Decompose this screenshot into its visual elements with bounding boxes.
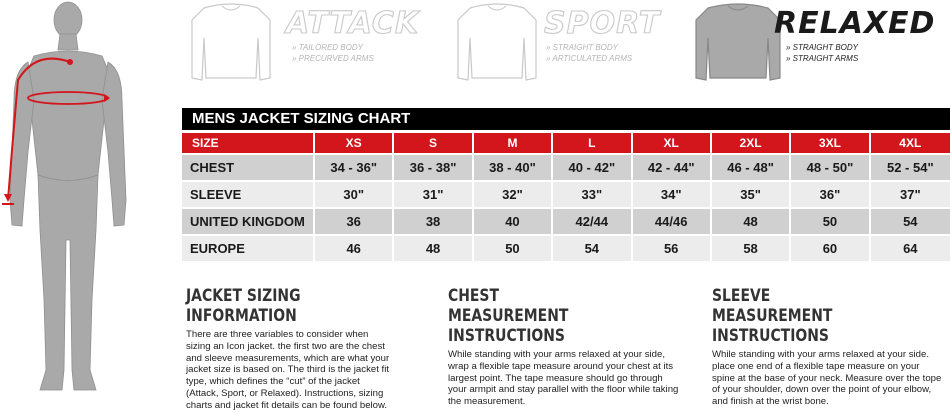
sizing-table xyxy=(182,133,950,261)
table-cell: 54 xyxy=(871,207,950,234)
table-cell: 42/44 xyxy=(553,207,632,234)
header-cell: XL xyxy=(633,133,712,153)
header-cell: L xyxy=(553,133,632,153)
fit-name: RELAXED xyxy=(774,6,936,41)
figure-left-arm xyxy=(102,62,126,226)
sport-jacket-icon xyxy=(452,0,542,85)
fit-name: ATTACK xyxy=(286,6,420,41)
table-row xyxy=(182,153,950,180)
neck-base-dot xyxy=(67,59,73,65)
table-cell: 56 xyxy=(633,234,712,261)
table-cell: 60 xyxy=(791,234,870,261)
table-cell: 54 xyxy=(553,234,632,261)
fit-sport xyxy=(452,0,661,95)
fit-feature: » TAILORED BODY xyxy=(292,43,363,52)
header-cell: S xyxy=(394,133,473,153)
table-cell: 33" xyxy=(553,180,632,207)
table-cell: 48 xyxy=(394,234,473,261)
figure-neck xyxy=(58,34,78,50)
table-cell: 36" xyxy=(791,180,870,207)
table-cell: 46 - 48" xyxy=(712,153,791,180)
header-cell: 3XL xyxy=(791,133,870,153)
fit-attack xyxy=(186,0,418,95)
table-cell: 44/46 xyxy=(633,207,712,234)
table-cell: 40 - 42" xyxy=(553,153,632,180)
info-title: SLEEVE MEASUREMENT INSTRUCTIONS xyxy=(712,286,833,346)
sizing-chart-title: MENS JACKET SIZING CHART xyxy=(182,108,950,130)
fit-feature: » STRAIGHT ARMS xyxy=(786,54,859,63)
figure-right-arm xyxy=(10,62,34,226)
table-cell: 30" xyxy=(315,180,394,207)
row-label: EUROPE xyxy=(182,234,315,261)
table-cell: 31" xyxy=(394,180,473,207)
table-cell: 48 xyxy=(712,207,791,234)
sleeve-measurement-info xyxy=(712,286,944,408)
fit-relaxed xyxy=(690,0,950,95)
table-cell: 34 - 36" xyxy=(315,153,394,180)
header-cell: M xyxy=(474,133,553,153)
table-cell: 50 xyxy=(791,207,870,234)
row-label: CHEST xyxy=(182,153,315,180)
attack-jacket-icon xyxy=(186,0,276,85)
figure-head xyxy=(54,2,82,38)
header-cell: SIZE xyxy=(182,133,315,153)
header-cell: XS xyxy=(315,133,394,153)
figure-legs xyxy=(38,175,98,390)
table-cell: 32" xyxy=(474,180,553,207)
info-body: While standing with your arms relaxed at your side. place one end of a flexible tape measure on your spine at the base of your neck. Measure over the tope of your shoulder, down over the point of your elbow, and finish at the wrist bone. xyxy=(712,349,942,408)
row-label: UNITED KINGDOM xyxy=(182,207,315,234)
row-label: SLEEVE xyxy=(182,180,315,207)
table-cell: 46 xyxy=(315,234,394,261)
fit-feature: » ARTICULATED ARMS xyxy=(546,54,633,63)
table-cell: 38 xyxy=(394,207,473,234)
jacket-sizing-info xyxy=(186,286,392,412)
fit-feature: » STRAIGHT BODY xyxy=(546,43,619,52)
table-cell: 38 - 40" xyxy=(474,153,553,180)
fit-feature: » STRAIGHT BODY xyxy=(786,43,859,52)
table-cell: 36 - 38" xyxy=(394,153,473,180)
info-title: JACKET SIZING INFORMATION xyxy=(186,286,301,326)
fit-name: SPORT xyxy=(544,6,661,41)
header-cell: 4XL xyxy=(871,133,950,153)
info-body: There are three variables to consider when sizing an Icon jacket. the first two are the chest and sleeve measurements, which are what your jacket size is based on. The third is the jacket fit type, which defines the “cut” of the jacket (Attack, Sport, or Relaxed). Instructions, sizing charts and jacket fit details can be found below. xyxy=(186,329,390,411)
body-measurement-figure xyxy=(0,0,165,400)
fit-feature: » PRECURVED ARMS xyxy=(292,54,374,63)
chest-measurement-info xyxy=(448,286,680,408)
table-cell: 36 xyxy=(315,207,394,234)
table-header-row xyxy=(182,133,950,153)
info-body: While standing with your arms relaxed at your side, wrap a flexible tape measure around your chest at its largest point. The tape measure should go through your armpit and stay parallel with the floor while taking the measurement. xyxy=(448,349,679,408)
header-cell: 2XL xyxy=(712,133,791,153)
table-cell: 37" xyxy=(871,180,950,207)
table-cell: 35" xyxy=(712,180,791,207)
table-cell: 52 - 54" xyxy=(871,153,950,180)
table-cell: 34" xyxy=(633,180,712,207)
relaxed-jacket-icon xyxy=(690,0,786,85)
table-cell: 48 - 50" xyxy=(791,153,870,180)
table-cell: 40 xyxy=(474,207,553,234)
table-cell: 42 - 44" xyxy=(633,153,712,180)
table-cell: 58 xyxy=(712,234,791,261)
table-row xyxy=(182,207,950,234)
table-cell: 50 xyxy=(474,234,553,261)
table-row xyxy=(182,180,950,207)
table-cell: 64 xyxy=(871,234,950,261)
figure-torso xyxy=(28,51,108,181)
table-row xyxy=(182,234,950,261)
info-title: CHEST MEASUREMENT INSTRUCTIONS xyxy=(448,286,569,346)
